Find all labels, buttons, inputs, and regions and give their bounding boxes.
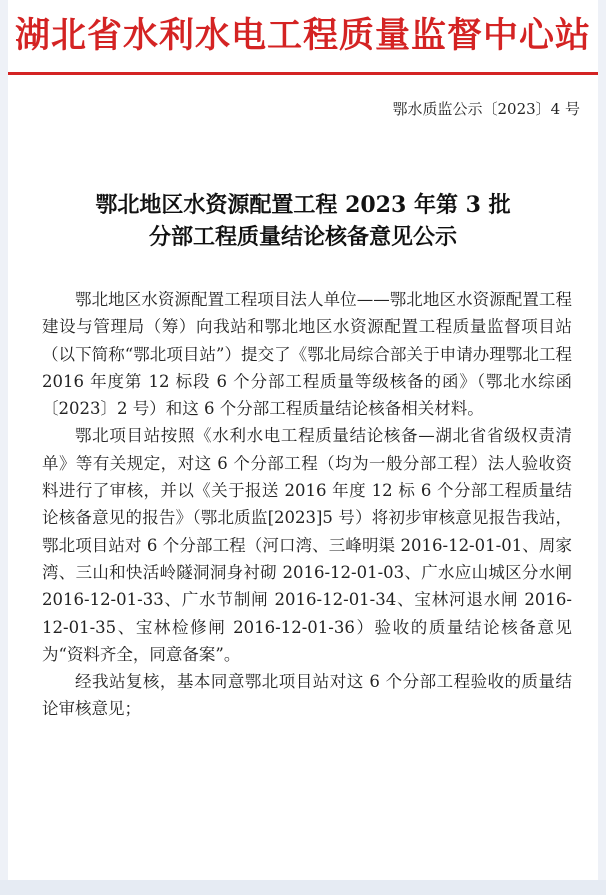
document-title-line-2: 分部工程质量结论核备意见公示 [148, 224, 457, 250]
body-paragraph-2: 鄂北项目站按照《水利水电工程质量结论核备—湖北省省级权责清单》等有关规定，对这 6 个分部工程（均为一般分部工程）法人验收资料进行了审核，并以《关于报送 2016 年度 12 标 6 个分部工程质量结论核备意见的报告》（鄂北质监[2023]5 号）将初步审核意见报告我站，鄂北项目站对 6 个分部工程（河口湾、三峰明渠 2016-12-01-01、周家湾、三山和快活岭隧洞洞身衬砌 2016-12-01-03、广水应山城区分水闸 2016-12-01-33、广水节制闸 2016-12-01-34、宝林河退水闸 2016-12-01-35、宝林检修闸 2016-12-01-36）验收的质量结论核备意见为“资料齐全，同意备案”。 [42, 426, 572, 664]
viewer-bottom-strip [0, 880, 606, 895]
document-page [8, 0, 598, 880]
document-number: 鄂水质监公示〔2023〕4 号 [392, 100, 580, 118]
red-divider-line [8, 72, 598, 75]
body-paragraph-3: 经我站复核，基本同意鄂北项目站对这 6 个分部工程验收的质量结论审核意见； [42, 672, 572, 719]
document-title-line-1: 鄂北地区水资源配置工程 2023 年第 3 批 [95, 192, 511, 218]
body-paragraph-1: 鄂北地区水资源配置工程项目法人单位——鄂北地区水资源配置工程建设与管理局（筹）向我站和鄂北地区水资源配置工程质量监督项目站（以下简称“鄂北项目站”）提交了《鄂北局综合部关于申请办理鄂北工程 2016 年度第 12 标段 6 个分部工程质量等级核备的函》（鄂北水综函〔2023〕2 号）和这 6 个分部工程质量结论核备相关材料。 [42, 290, 572, 419]
org-masthead: 湖北省水利水电工程质量监督中心站 [14, 15, 591, 56]
document-body [42, 286, 572, 723]
